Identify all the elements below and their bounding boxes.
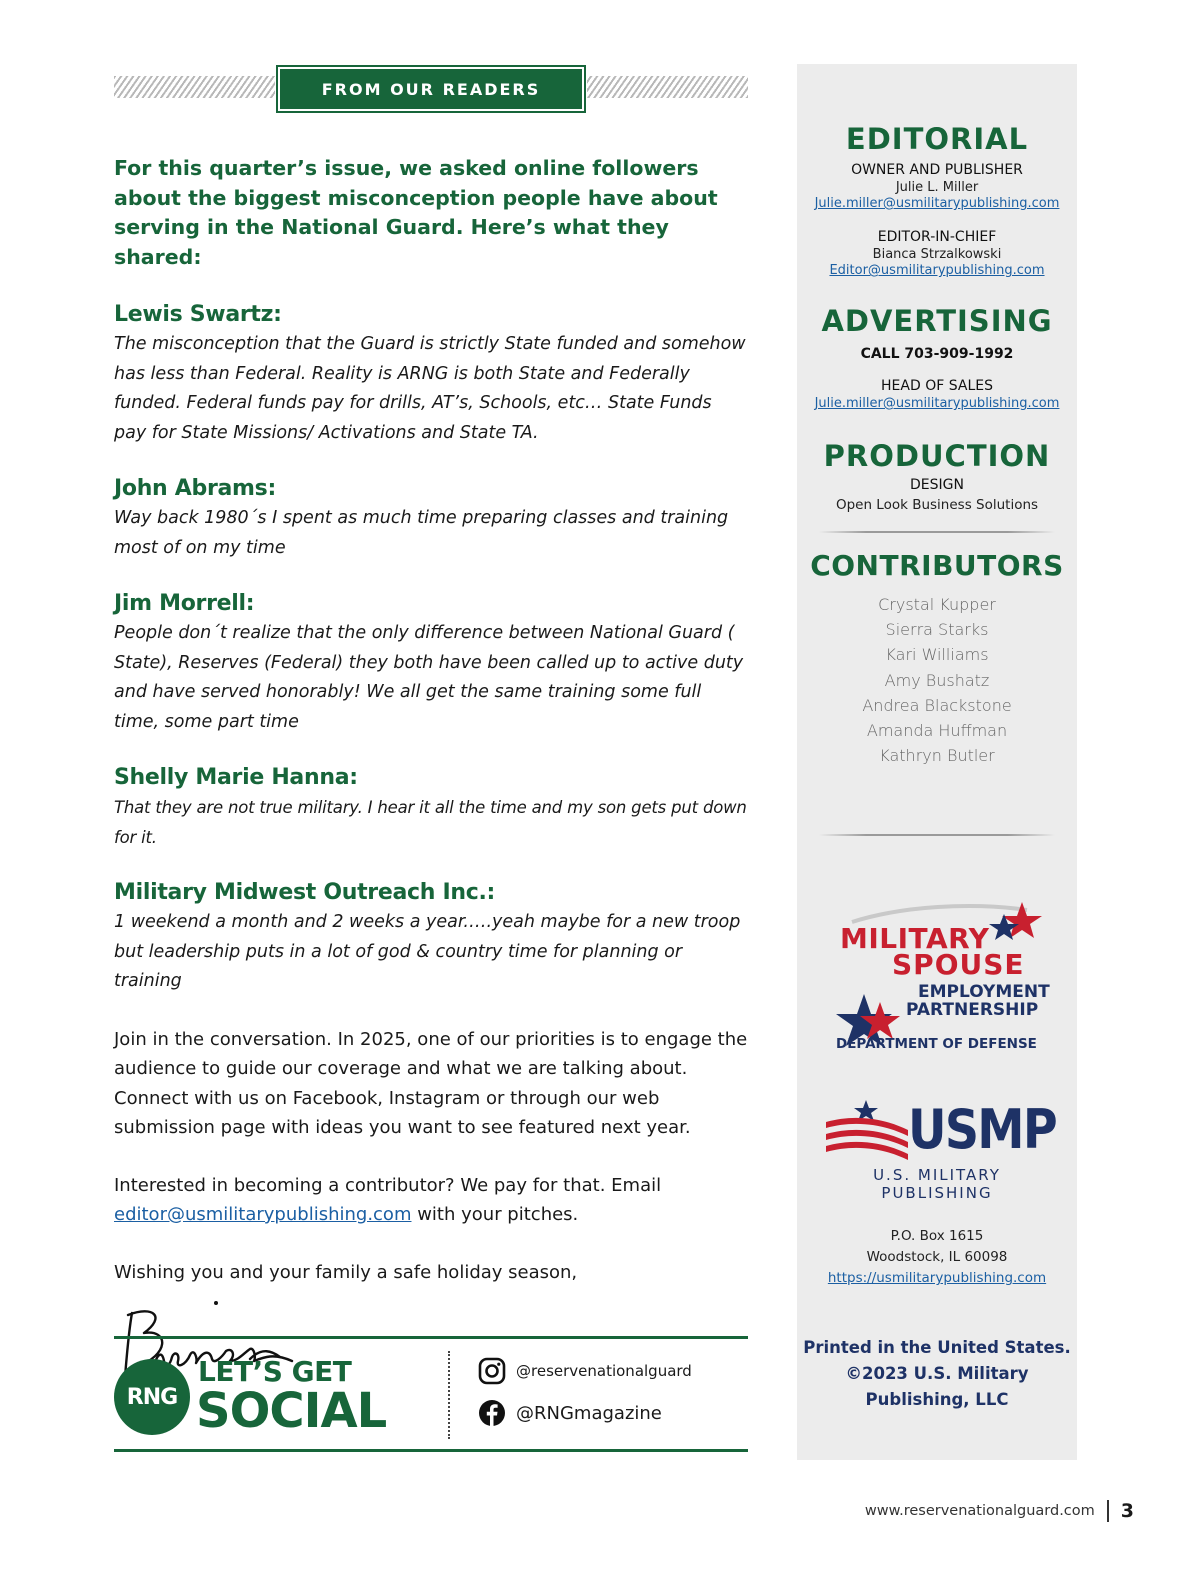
rng-logo: RNG	[114, 1359, 190, 1435]
banner-label: FROM OUR READERS	[278, 67, 584, 111]
divider	[448, 1351, 450, 1439]
reader-quote: Way back 1980´s I spent as much time preparing classes and training most of on my time	[114, 508, 729, 558]
lets-get-text: LET’S GET	[198, 1355, 352, 1388]
owner-name: Julie L. Miller	[895, 180, 979, 195]
social-bar	[114, 1336, 748, 1452]
advertising-phone: CALL 703-909-1992	[860, 346, 1014, 362]
reader-quote: 1 weekend a month and 2 weeks a year.….yeah maybe for a new troop but leadership puts in a lot of god & country time for planning or training	[114, 912, 741, 991]
design-name: Open Look Business Solutions	[835, 497, 1039, 513]
contributors-heading: CONTRIBUTORS	[810, 549, 1064, 582]
contributor-name: Kari Williams	[885, 645, 989, 665]
contributor-name: Sierra Starks	[885, 620, 989, 640]
reader-entry	[114, 589, 748, 737]
masthead-sidebar	[797, 64, 1077, 1460]
editorial-heading: EDITORIAL	[845, 122, 1029, 156]
reader-quote: People don´t realize that the only difference between National Guard ( State), Reserves (Federal) they both have been called up to active duty and have served honorably! We all get the same training some full time, some part time	[114, 623, 744, 732]
editor-email-link[interactable]: editor@usmilitarypublishing.com	[114, 1204, 412, 1225]
production-heading: PRODUCTION	[823, 439, 1051, 473]
closing-line: Wishing you and your family a safe holiday season,	[114, 1261, 578, 1283]
reader-entry	[114, 763, 748, 852]
contributor-name: Amanda Huffman	[866, 721, 1008, 741]
msep-logo: MILITARY SPOUSE EMPLOYMENT PARTNERSHIP DEPARTMENT OF DEFENSE	[822, 894, 1052, 1056]
reader-name: Lewis Swartz:	[114, 302, 282, 327]
join-paragraph: Join in the conversation. In 2025, one of our priorities is to engage the audience to guide our coverage and what we are talking about. Connect with us on Facebook, Instagram or through our web submission page with ideas you want to see featured next year.	[114, 1028, 748, 1138]
section-banner	[114, 64, 748, 114]
reader-name: Jim Morrell:	[114, 591, 255, 616]
social-text: SOCIAL	[196, 1383, 387, 1439]
reader-name: Military Midwest Outreach Inc.:	[114, 880, 496, 905]
reader-name: John Abrams:	[114, 476, 276, 501]
sidebar-divider	[819, 531, 1055, 533]
instagram-icon	[478, 1357, 506, 1385]
sales-role: HEAD OF SALES	[881, 378, 993, 394]
contributor-name: Crystal Kupper	[878, 595, 996, 614]
printed-notice: Printed in the United States. ©2023 U.S. Military Publishing, LLC	[803, 1338, 1071, 1410]
website-link[interactable]: https://usmilitarypublishing.com	[827, 1270, 1047, 1287]
contributor-name: Amy Bushatz	[884, 670, 990, 690]
sidebar-divider	[819, 834, 1055, 836]
intro-text: For this quarter’s issue, we asked online followers about the biggest misconception people have about serving in the National Guard. Here’s what they shared:	[114, 156, 718, 269]
contributor-name: Andrea Blackstone	[862, 695, 1012, 715]
eic-role: EDITOR-IN-CHIEF	[877, 229, 997, 245]
facebook-icon	[478, 1399, 506, 1427]
reader-entry	[114, 474, 748, 563]
mailing-address: P.O. Box 1615 Woodstock, IL 60098 https://usmilitarypublishing.com	[797, 1226, 1077, 1289]
sales-email-link[interactable]: Julie.miller@usmilitarypublishing.com	[814, 396, 1060, 411]
footer-separator	[1107, 1500, 1109, 1522]
usmp-logo: USMP U.S. MILITARY PUBLISHING	[822, 1100, 1052, 1192]
advertising-heading: ADVERTISING	[821, 304, 1053, 338]
reader-quote: The misconception that the Guard is strictly State funded and somehow has less than Federal. Reality is ARNG is both State and Federally funded. Federal funds pay for drills, AT’s, Schools, etc… State Funds pay for State Missions/ Activations and State TA.	[114, 334, 746, 443]
design-role: DESIGN	[910, 477, 964, 493]
instagram-handle[interactable]: @reservenationalguard	[478, 1357, 692, 1385]
reader-entry	[114, 878, 748, 997]
article-column	[114, 64, 748, 1405]
facebook-handle[interactable]: @RNGmagazine	[478, 1399, 662, 1427]
contributors-list	[797, 592, 1077, 768]
eic-name: Bianca Strzalkowski	[872, 247, 1002, 262]
reader-name: Shelly Marie Hanna:	[114, 765, 358, 790]
reader-entry	[114, 300, 748, 448]
owner-email-link[interactable]: Julie.miller@usmilitarypublishing.com	[814, 196, 1060, 211]
page-number: 3	[1120, 1500, 1134, 1522]
owner-role: OWNER AND PUBLISHER	[851, 162, 1023, 178]
page-footer	[865, 1500, 1134, 1522]
footer-url[interactable]: www.reservenationalguard.com	[864, 1503, 1095, 1519]
eic-email-link[interactable]: Editor@usmilitarypublishing.com	[829, 263, 1045, 278]
contributor-name: Kathryn Butler	[879, 746, 995, 766]
contributor-paragraph: Interested in becoming a contributor? We pay for that. Email editor@usmilitarypublishing.com with your pitches.	[114, 1174, 662, 1225]
reader-quote: That they are not true military. I hear it all the time and my son gets put down for it.	[114, 798, 747, 847]
